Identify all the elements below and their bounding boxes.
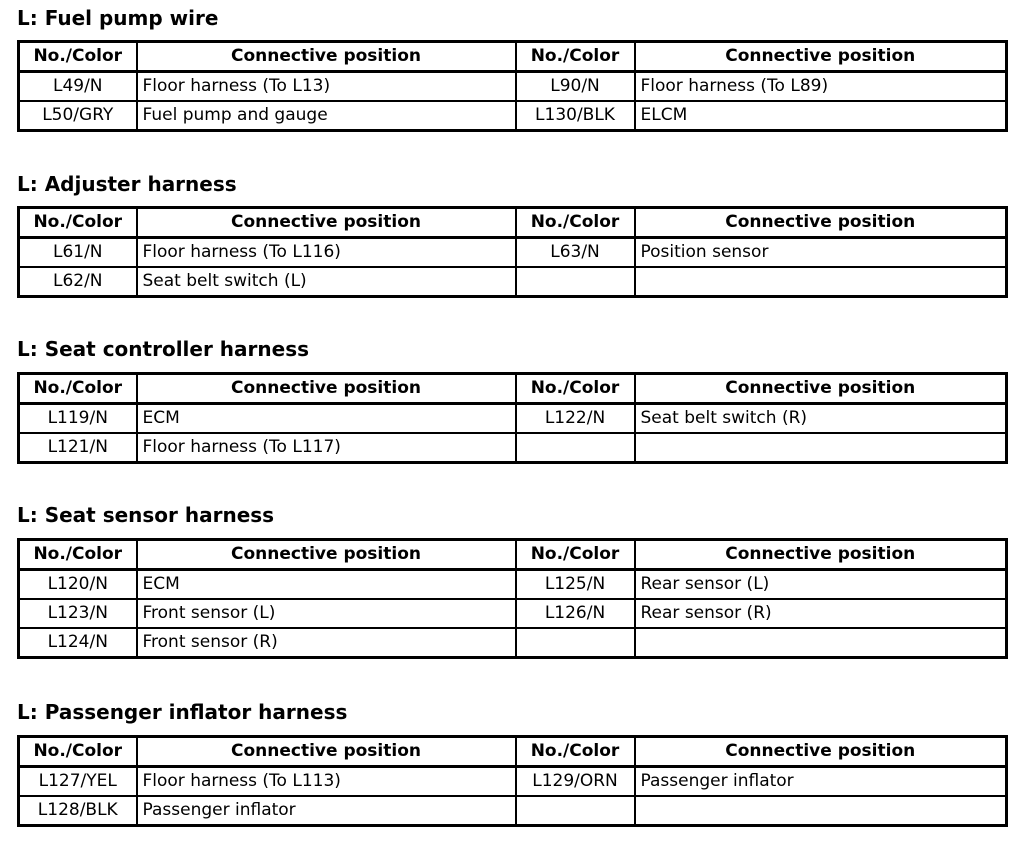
connective-position: Floor harness (To L116)	[137, 238, 516, 268]
header-connective-position: Connective position	[137, 42, 516, 72]
header-connective-position: Connective position	[635, 42, 1007, 72]
connector-no-color: L124/N	[19, 628, 137, 658]
header-no-color: No./Color	[19, 374, 137, 404]
header-connective-position: Connective position	[635, 737, 1007, 767]
table-seat-controller-harness	[17, 372, 1008, 464]
section-title-adjuster-harness: L: Adjuster harness	[17, 172, 237, 196]
header-connective-position: Connective position	[137, 374, 516, 404]
connector-no-color: L49/N	[19, 72, 137, 102]
connective-position	[635, 628, 1007, 658]
table-row	[19, 238, 1007, 268]
table-header-row	[19, 540, 1007, 570]
connective-position: Front sensor (R)	[137, 628, 516, 658]
connective-position: Passenger inflator	[635, 767, 1007, 797]
connective-position: Floor harness (To L117)	[137, 433, 516, 463]
table-row	[19, 101, 1007, 131]
connective-position: Floor harness (To L113)	[137, 767, 516, 797]
connector-no-color: L61/N	[19, 238, 137, 268]
connector-no-color: L120/N	[19, 570, 137, 600]
table-header-row	[19, 208, 1007, 238]
table-row	[19, 72, 1007, 102]
section-title-seat-sensor-harness: L: Seat sensor harness	[17, 503, 275, 527]
header-no-color: No./Color	[516, 42, 635, 72]
connector-no-color: L130/BLK	[516, 101, 635, 131]
connective-position: ELCM	[635, 101, 1007, 131]
table-seat-sensor-harness	[17, 538, 1008, 659]
header-connective-position: Connective position	[635, 374, 1007, 404]
connector-no-color: L122/N	[516, 404, 635, 434]
connective-position	[635, 433, 1007, 463]
connective-position: Seat belt switch (L)	[137, 267, 516, 297]
connector-no-color: L90/N	[516, 72, 635, 102]
header-no-color: No./Color	[19, 540, 137, 570]
table-adjuster-harness	[17, 206, 1008, 298]
header-no-color: No./Color	[19, 208, 137, 238]
table-row	[19, 628, 1007, 658]
header-no-color: No./Color	[19, 42, 137, 72]
connector-no-color	[516, 628, 635, 658]
header-no-color: No./Color	[516, 208, 635, 238]
connector-no-color: L123/N	[19, 599, 137, 628]
connective-position: Passenger inflator	[137, 796, 516, 826]
connector-no-color: L62/N	[19, 267, 137, 297]
table-row	[19, 433, 1007, 463]
header-connective-position: Connective position	[137, 208, 516, 238]
connector-no-color: L119/N	[19, 404, 137, 434]
table-row	[19, 570, 1007, 600]
header-no-color: No./Color	[516, 540, 635, 570]
header-no-color: No./Color	[19, 737, 137, 767]
connector-no-color	[516, 796, 635, 826]
connector-no-color	[516, 267, 635, 297]
table-row	[19, 599, 1007, 628]
connective-position: Seat belt switch (R)	[635, 404, 1007, 434]
connector-no-color: L127/YEL	[19, 767, 137, 797]
connector-no-color: L126/N	[516, 599, 635, 628]
table-row	[19, 404, 1007, 434]
connective-position: Floor harness (To L13)	[137, 72, 516, 102]
header-connective-position: Connective position	[137, 540, 516, 570]
table-row	[19, 796, 1007, 826]
connective-position	[635, 267, 1007, 297]
section-title-seat-controller-harness: L: Seat controller harness	[17, 337, 310, 361]
connective-position: Fuel pump and gauge	[137, 101, 516, 131]
connective-position: Front sensor (L)	[137, 599, 516, 628]
connector-no-color: L129/ORN	[516, 767, 635, 797]
connective-position: Rear sensor (L)	[635, 570, 1007, 600]
connective-position: Rear sensor (R)	[635, 599, 1007, 628]
table-fuel-pump-wire	[17, 40, 1008, 132]
connective-position: ECM	[137, 570, 516, 600]
connective-position: Floor harness (To L89)	[635, 72, 1007, 102]
section-title-passenger-inflator-harness: L: Passenger inflator harness	[17, 700, 348, 724]
header-no-color: No./Color	[516, 737, 635, 767]
header-connective-position: Connective position	[635, 208, 1007, 238]
table-header-row	[19, 374, 1007, 404]
table-header-row	[19, 42, 1007, 72]
header-no-color: No./Color	[516, 374, 635, 404]
header-connective-position: Connective position	[137, 737, 516, 767]
connector-no-color: L121/N	[19, 433, 137, 463]
table-row	[19, 267, 1007, 297]
header-connective-position: Connective position	[635, 540, 1007, 570]
table-row	[19, 767, 1007, 797]
connector-no-color	[516, 433, 635, 463]
connector-no-color: L50/GRY	[19, 101, 137, 131]
connective-position: ECM	[137, 404, 516, 434]
section-title-fuel-pump-wire: L: Fuel pump wire	[17, 6, 219, 30]
connective-position: Position sensor	[635, 238, 1007, 268]
table-passenger-inflator-harness	[17, 735, 1008, 827]
connector-no-color: L128/BLK	[19, 796, 137, 826]
table-header-row	[19, 737, 1007, 767]
connector-no-color: L63/N	[516, 238, 635, 268]
connective-position	[635, 796, 1007, 826]
connector-no-color: L125/N	[516, 570, 635, 600]
